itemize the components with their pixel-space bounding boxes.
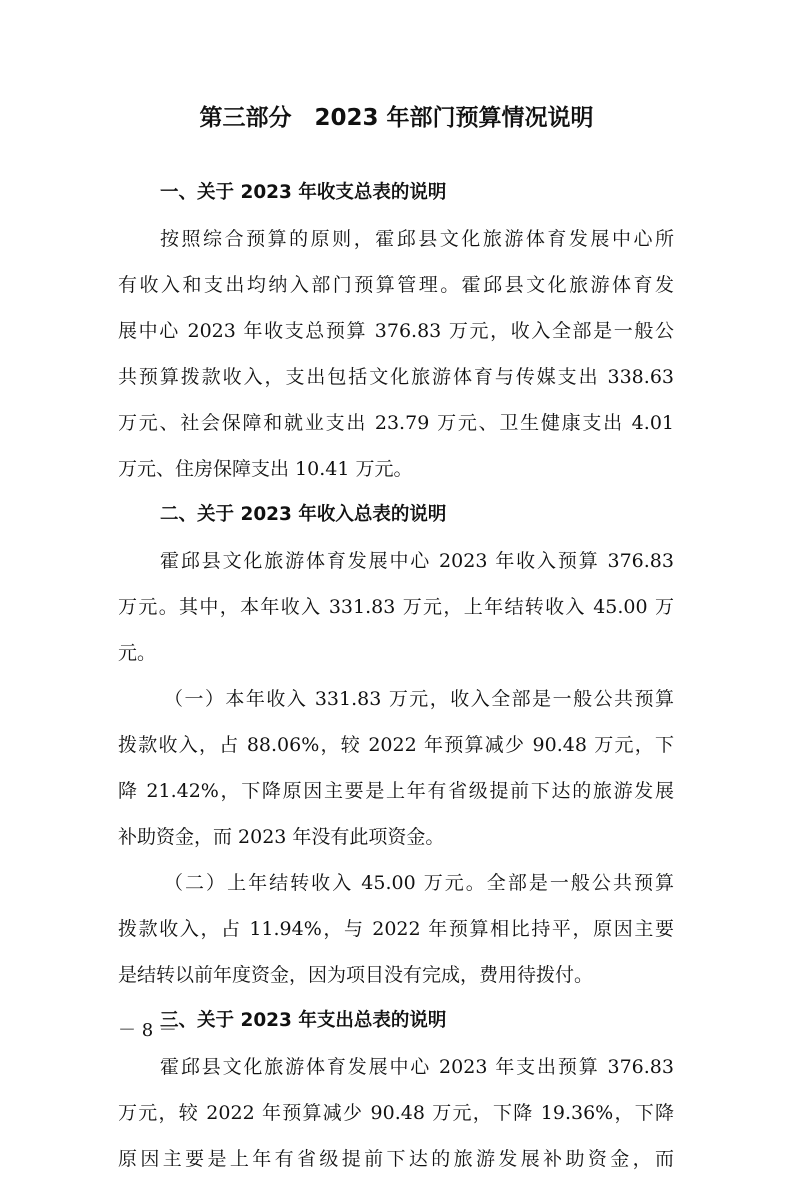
text-line: 降 21.42%，下降原因主要是上年有省级提前下达的旅游发展 xyxy=(118,780,674,802)
document-body xyxy=(118,170,674,1182)
paragraph xyxy=(118,216,674,492)
text-line: 共预算拨款收入，支出包括文化旅游体育与传媒支出 338.63 xyxy=(118,366,674,388)
paragraph xyxy=(118,676,674,860)
section-heading: 三、关于 2023 年支出总表的说明 xyxy=(160,1010,447,1031)
text-line: 拨款收入，占 88.06%，较 2022 年预算减少 90.48 万元，下 xyxy=(118,734,674,756)
text-line: 是结转以前年度资金，因为项目没有完成，费用待拨付。 xyxy=(118,964,594,986)
section-heading: 一、关于 2023 年收支总表的说明 xyxy=(160,182,447,203)
page-number: － 8 － xyxy=(118,1020,177,1041)
text-line: 万元、住房保障支出 10.41 万元。 xyxy=(118,458,413,480)
page-title: 第三部分 2023 年部门预算情况说明 xyxy=(199,105,594,131)
text-line: 万元、社会保障和就业支出 23.79 万元、卫生健康支出 4.01 xyxy=(118,412,674,434)
text-line: 万元。其中，本年收入 331.83 万元，上年结转收入 45.00 万 xyxy=(118,596,674,618)
text-line: 补助资金，而 2023 年没有此项资金。 xyxy=(118,826,445,848)
text-line: （一）本年收入 331.83 万元，收入全部是一般公共预算 xyxy=(164,688,674,710)
text-line: 按照综合预算的原则，霍邱县文化旅游体育发展中心所 xyxy=(160,228,674,250)
section-heading: 二、关于 2023 年收入总表的说明 xyxy=(160,504,447,525)
text-line: 霍邱县文化旅游体育发展中心 2023 年收入预算 376.83 xyxy=(160,550,674,572)
text-line: 拨款收入，占 11.94%，与 2022 年预算相比持平，原因主要 xyxy=(118,918,674,940)
text-line: （二）上年结转收入 45.00 万元。全部是一般公共预算 xyxy=(164,872,674,894)
paragraph xyxy=(118,860,674,998)
text-line: 展中心 2023 年收支总预算 376.83 万元，收入全部是一般公 xyxy=(118,320,674,342)
text-line: 原因主要是上年有省级提前下达的旅游发展补助资金，而 xyxy=(118,1148,674,1170)
text-line: 霍邱县文化旅游体育发展中心 2023 年支出预算 376.83 xyxy=(160,1056,674,1078)
paragraph xyxy=(118,538,674,676)
paragraph xyxy=(118,1044,674,1182)
text-line: 有收入和支出均纳入部门预算管理。霍邱县文化旅游体育发 xyxy=(118,274,674,296)
text-line: 元。 xyxy=(118,642,157,664)
text-line: 万元，较 2022 年预算减少 90.48 万元，下降 19.36%，下降 xyxy=(118,1102,674,1124)
